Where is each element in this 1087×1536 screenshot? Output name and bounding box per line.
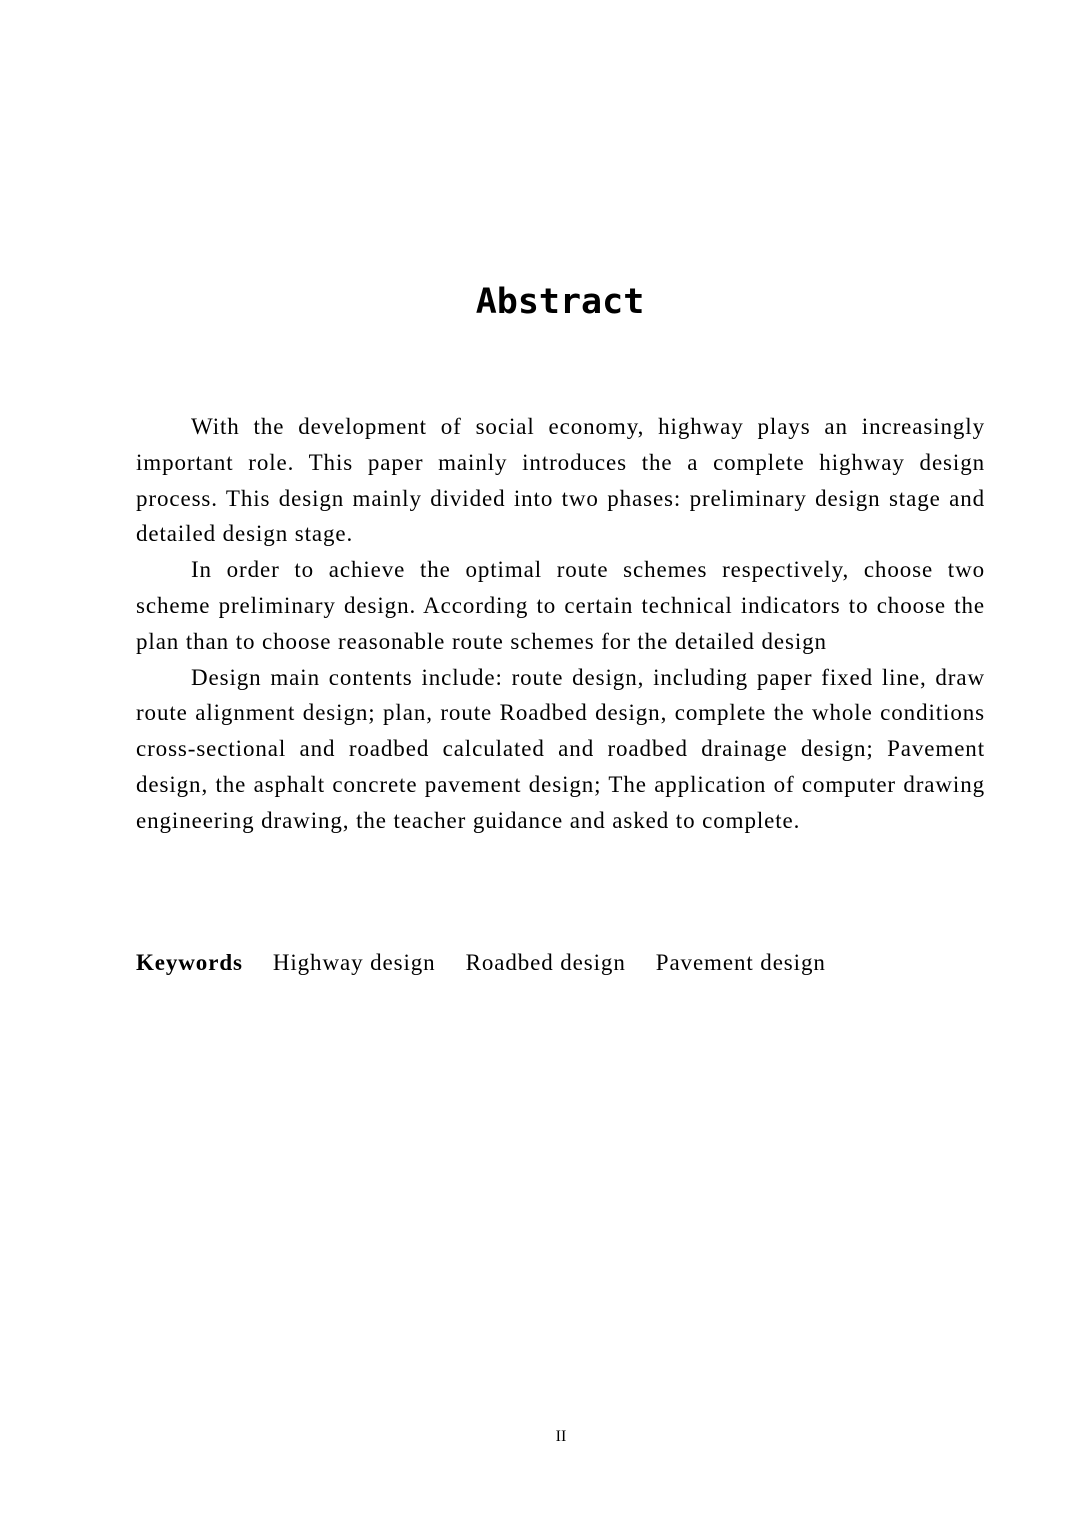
abstract-body (136, 409, 985, 839)
abstract-paragraph: In order to achieve the optimal route schemes respectively, choose two scheme preliminary design. According to certain technical indicators to choose the plan than to choose reasonable route schemes for the detailed design (136, 557, 985, 654)
keyword-term: Highway design (272, 950, 436, 975)
keywords-label: Keywords (136, 950, 243, 975)
page-number: II (555, 1428, 567, 1445)
keywords-line (136, 945, 856, 981)
keyword-term: Roadbed design (465, 950, 626, 975)
abstract-paragraph: Design main contents include: route design, including paper fixed line, draw route alignment design; plan, route Roadbed design, complete the whole conditions cross-sectional and roadbed calculated and roadbed drainage design; Pavement design, the asphalt concrete pavement design; The application of computer drawing engineering drawing, the teacher guidance and asked to complete. (136, 664, 985, 833)
abstract-paragraph: With the development of social economy, highway plays an increasingly important role. This paper mainly introduces the a complete highway design process. This design mainly divided into two phases: preliminary design stage and detailed design stage. (136, 414, 985, 547)
page-title: Abstract (475, 282, 645, 322)
keyword-term: Pavement design (655, 950, 826, 975)
